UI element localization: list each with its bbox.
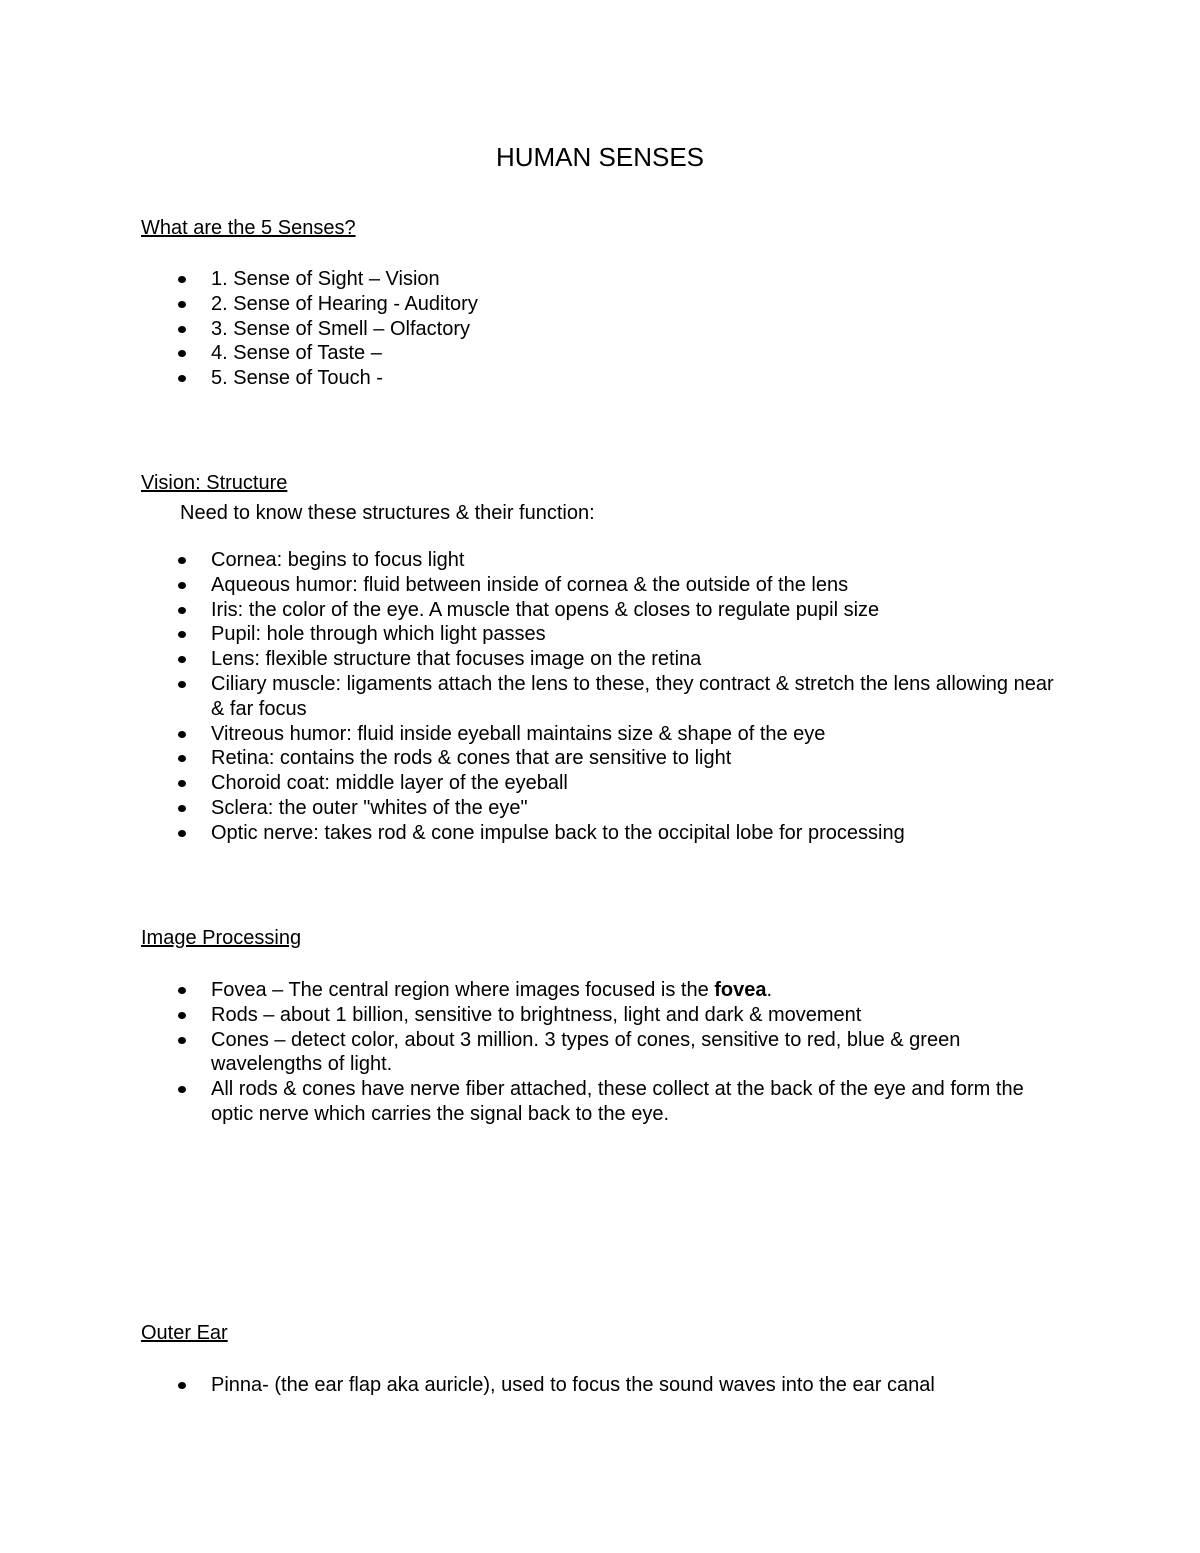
bullet-icon [178, 987, 186, 994]
image-processing-list [0, 978, 1200, 1127]
page-title: HUMAN SENSES [495, 142, 705, 172]
outer-ear-heading: Outer Ear [141, 1322, 228, 1344]
five-senses-heading: What are the 5 Senses? [141, 217, 356, 239]
bullet-icon [178, 326, 186, 333]
bullet-icon [178, 375, 186, 382]
list-item: Optic nerve: takes rod & cone impulse back to the occipital lobe for processing [0, 821, 1200, 846]
five-senses-list [0, 267, 1200, 391]
bullet-icon [178, 780, 186, 787]
bullet-icon [178, 607, 186, 614]
list-item: Retina: contains the rods & cones that are sensitive to light [0, 746, 1200, 771]
list-item: Fovea – The central region where images focused is the fovea. [0, 978, 1200, 1003]
list-item: Cones – detect color, about 3 million. 3 types of cones, sensitive to red, blue & green wavelengths of light. [0, 1028, 1200, 1078]
bullet-icon [178, 681, 186, 688]
vision-structure-heading: Vision: Structure [141, 472, 288, 494]
list-item: 1. Sense of Sight – Vision [0, 267, 1200, 292]
list-item: 4. Sense of Taste – [0, 341, 1200, 366]
image-processing-heading: Image Processing [141, 927, 302, 949]
bullet-icon [178, 301, 186, 308]
list-item: Choroid coat: middle layer of the eyeball [0, 771, 1200, 796]
list-item: All rods & cones have nerve fiber attached, these collect at the back of the eye and form the optic nerve which carries the signal back to the eye. [0, 1077, 1200, 1127]
list-item: Sclera: the outer "whites of the eye" [0, 796, 1200, 821]
vision-structure-list [0, 548, 1200, 846]
list-item: 3. Sense of Smell – Olfactory [0, 317, 1200, 342]
bullet-icon [178, 656, 186, 663]
bullet-icon [178, 631, 186, 638]
bullet-icon [178, 805, 186, 812]
list-item: Lens: flexible structure that focuses image on the retina [0, 647, 1200, 672]
bullet-icon [178, 350, 186, 357]
list-item: Pupil: hole through which light passes [0, 622, 1200, 647]
list-item: Cornea: begins to focus light [0, 548, 1200, 573]
bullet-icon [178, 1037, 186, 1044]
vision-intro-text: Need to know these structures & their function: [180, 502, 595, 524]
bullet-icon [178, 1086, 186, 1093]
list-item: Aqueous humor: fluid between inside of cornea & the outside of the lens [0, 573, 1200, 598]
list-item: Pinna- (the ear flap aka auricle), used to focus the sound waves into the ear canal [0, 1373, 1200, 1398]
bullet-icon [178, 557, 186, 564]
bullet-icon [178, 755, 186, 762]
list-item: Ciliary muscle: ligaments attach the lens to these, they contract & stretch the lens allowing near & far focus [0, 672, 1200, 722]
list-item: 5. Sense of Touch - [0, 366, 1200, 391]
list-item: Rods – about 1 billion, sensitive to brightness, light and dark & movement [0, 1003, 1200, 1028]
list-item: Vitreous humor: fluid inside eyeball maintains size & shape of the eye [0, 722, 1200, 747]
bullet-icon [178, 1012, 186, 1019]
list-item: 2. Sense of Hearing - Auditory [0, 292, 1200, 317]
list-item: Iris: the color of the eye. A muscle that opens & closes to regulate pupil size [0, 598, 1200, 623]
bullet-icon [178, 830, 186, 837]
bullet-icon [178, 1382, 186, 1389]
outer-ear-list [0, 1373, 1200, 1398]
bullet-icon [178, 276, 186, 283]
bullet-icon [178, 731, 186, 738]
bullet-icon [178, 582, 186, 589]
